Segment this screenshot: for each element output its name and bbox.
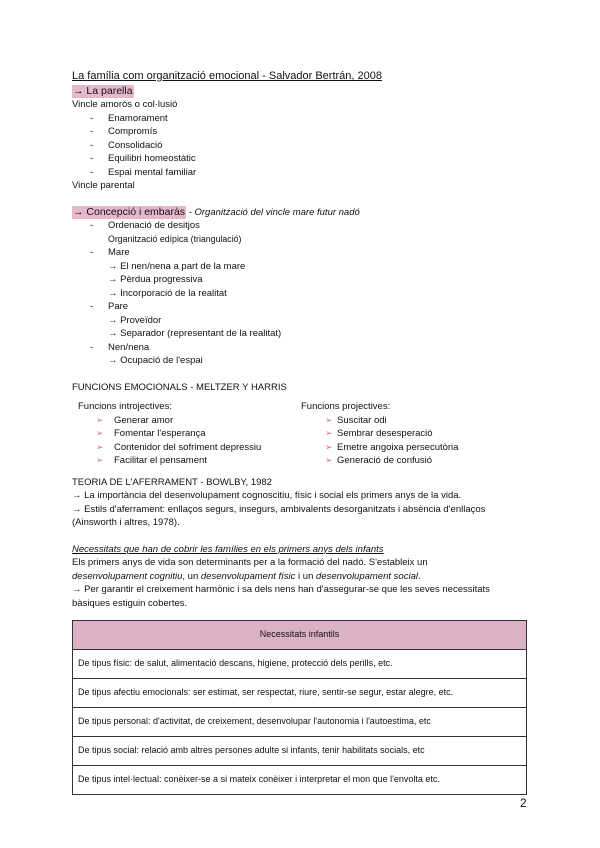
table-header: Necessitats infantils — [73, 621, 527, 650]
table-cell: De tipus personal: d'activitat, de creixement, desenvolupar l'autonomia i l'autoestima, etc — [73, 708, 527, 737]
vincle-amoros: Vincle amorós o col·lusió — [72, 99, 178, 110]
table-cell: De tipus intel·lectual: conèixer-se a si mateix conèixer i interpretar el mon que l'envolta etc. — [73, 766, 527, 795]
projectives-title: Funcions projectives: — [301, 401, 391, 412]
table-cell: De tipus físic: de salut, alimentació descans, higiene, protecció dels perills, etc. — [73, 650, 527, 679]
aferrament-line: → La importància del desenvolupament cognoscitiu, físic i social els primers anys de la vida. — [72, 490, 462, 501]
list-item: - Mare — [72, 246, 528, 260]
list-item: ➢ Sembrar desesperació — [301, 427, 530, 441]
concepcio-subtitle: - Organització del vincle mare futur nadó — [186, 206, 360, 218]
aferrament-line: → Estils d'aferrament: enllaços segurs, insegurs, ambivalents desorganitzats i absència d'enllaços — [72, 503, 486, 515]
vincle-parental: Vincle parental — [72, 180, 135, 191]
list-subitem: → Pèrdua progressiva — [108, 274, 203, 285]
table-row — [73, 766, 527, 795]
aferrament-line: (Ainsworth i altres, 1978). — [72, 517, 180, 528]
list-subitem: → El nen/nena a part de la mare — [108, 260, 246, 272]
necessitats-paragraph — [72, 570, 528, 584]
list-item: ➢ Generació de confusió — [301, 454, 530, 468]
emphasis-text: desenvolupament social — [316, 570, 418, 582]
plain-text: . — [417, 570, 421, 582]
list-item: ➢ Emetre angoixa persecutòria — [301, 441, 530, 455]
table-cell: De tipus social: relació amb altres persones adulte si infants, tenir habilitats socials, etc — [73, 737, 527, 766]
list-item: - Ordenació de desitjos — [72, 219, 528, 233]
list-item: ➢ Suscitar odi — [301, 414, 530, 428]
list-subitem: → Ocupació de l'espai — [108, 355, 203, 366]
emphasis-text: desenvolupament físic — [200, 570, 296, 582]
necessitats-heading: Necessitats que han de cobrir les famílies en els primers anys dels infants — [72, 543, 384, 555]
funcions-heading: FUNCIONS EMOCIONALS - MELTZER Y HARRIS — [72, 381, 287, 393]
introjectives-column — [72, 400, 301, 468]
funcions-columns — [72, 400, 528, 468]
necessitats-paragraph: bàsiques estiguin cobertes. — [72, 597, 188, 609]
list-item: - Nen/nena — [72, 341, 528, 355]
necessitats-paragraph: Els primers anys de vida son determinants per a la formació del nadó. S'estableix un — [72, 557, 428, 568]
plain-text: i un — [295, 570, 317, 582]
table-row — [73, 737, 527, 766]
aferrament-heading: TEORIA DE L'AFERRAMENT - BOWLBY, 1982 — [72, 476, 272, 488]
document-title: La família com organització emocional - Salvador Bertrán, 2008 — [72, 70, 382, 82]
list-item: - Enamorament — [72, 112, 528, 126]
list-item: - Compromís — [72, 125, 528, 139]
list-item: ➢ Generar amor — [72, 414, 301, 428]
document-page — [72, 70, 528, 795]
list-item: ➢ Contenidor del sofriment depressiu — [72, 441, 301, 455]
list-subitem: → Separador (representant de la realitat) — [108, 328, 282, 339]
projectives-column — [301, 400, 530, 468]
list-subitem: → Proveïdor — [108, 314, 162, 326]
concepcio-heading: → Concepció i embaràs — [73, 205, 186, 218]
emphasis-text: desenvolupament cognitiu — [72, 570, 183, 582]
list-item: - Consolidació — [72, 139, 528, 153]
introjectives-title: Funcions introjectives: — [78, 401, 172, 412]
table-row — [73, 679, 527, 708]
necessitats-table — [72, 620, 527, 795]
list-item: - Pare — [72, 300, 528, 314]
table-row — [73, 650, 527, 679]
table-cell: De tipus afectiu emocionals: ser estimat, ser respectat, riure, sentir-se segur, estar alegre, etc. — [73, 679, 527, 708]
list-item: ➢ Fomentar l'esperança — [72, 427, 301, 441]
parella-heading: → La parella — [73, 84, 133, 97]
list-subitem: → Incorporació de la realitat — [108, 287, 227, 299]
list-item: - Espai mental familiar — [72, 166, 528, 180]
list-item: ➢ Facilitar el pensament — [72, 454, 301, 468]
list-item: - Equilibri homeostàtic — [72, 152, 528, 166]
plain-text: , un — [182, 570, 201, 582]
necessitats-paragraph: → Per garantir el creixement harmònic i sa dels nens han d'assegurar-se que les seves necessitats — [72, 584, 490, 595]
page-number: 2 — [520, 796, 527, 810]
table-row — [73, 708, 527, 737]
list-subitem: Organització edípica (triangulació) — [108, 233, 242, 244]
